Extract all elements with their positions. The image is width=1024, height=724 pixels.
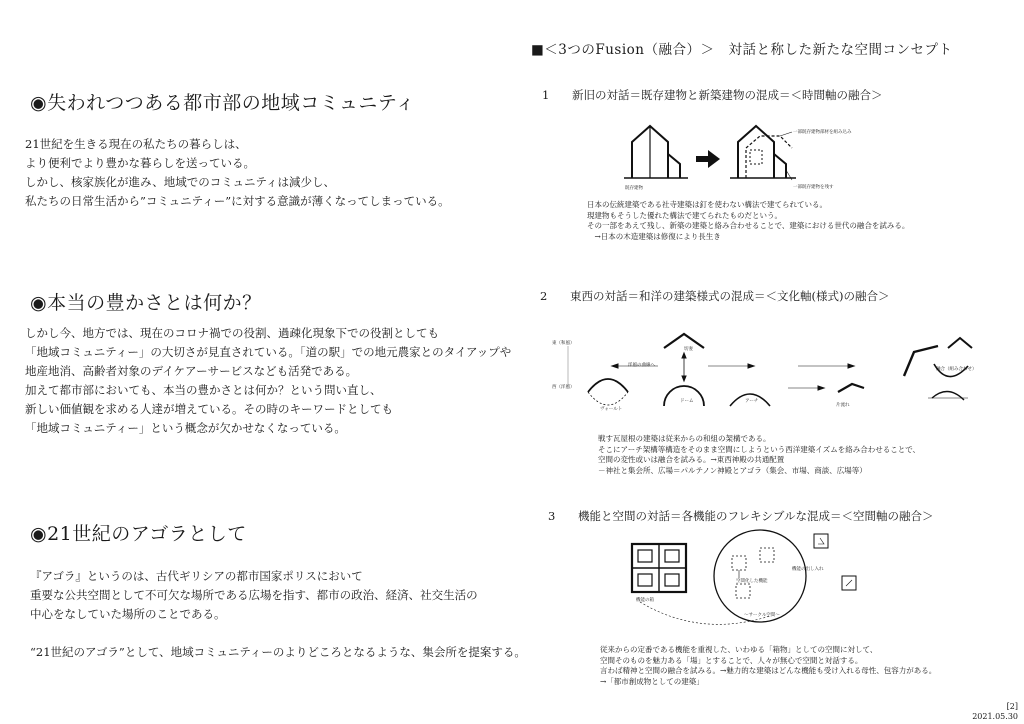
section-title-text: 東西の対話＝和洋の建築様式の混成＝＜文化軸(様式)の融合＞ (570, 289, 890, 303)
page-number: [2] (1006, 702, 1018, 711)
text-line: しかし、核家族化が進み、地域でのコミュニティは減少し、 (25, 175, 336, 189)
section-2-caption (598, 434, 920, 476)
caption-line: そこにアーチ架構等構造をそのまま空間にしようという西洋建築イズムを絡み合わせることで、 (598, 444, 921, 454)
heading-true-richness: ◉本当の豊かさとは何か？ (30, 292, 262, 314)
caption-line: 現建物もそうした優れた構法で建てられたものだという。 (587, 210, 782, 220)
label-new-members: 一部既存建物部材を組み込み (793, 130, 852, 135)
label-slant: 片流れ (836, 403, 850, 408)
text-line: 「地域コミュニティー」の大切さが見直されている。「道の駅」での地元農家とのタイアップや (25, 345, 512, 359)
section-1-title (542, 87, 883, 103)
text-line: しかし今、地方では、現在のコロナ禍での役割、過疎化現象下での役割としても (25, 326, 439, 340)
fusion-building-icon (730, 126, 796, 180)
section-title-text: 新旧の対話＝既存建物と新築建物の混成＝＜時間軸の融合＞ (572, 88, 883, 102)
label-existing: 既存建物 (625, 186, 643, 191)
text-line: 『アゴラ』というのは、古代ギリシアの都市国家ポリスにおいて (30, 569, 363, 583)
text-line: 「地域コミュニティー」という概念が欠かせなくなっている。 (25, 421, 346, 435)
heading-agora: ◉21世紀のアゴラとして (30, 523, 247, 545)
existing-building-icon (624, 126, 688, 178)
page-title: ■＜3つのFusion（融合）＞ 対話と称した新たな空間コンセプト (531, 42, 953, 58)
text-line: より便利でより豊かな暮らしを送っている。 (25, 156, 255, 170)
text-line (30, 624, 526, 643)
vault-icon (588, 379, 628, 392)
caption-line: 日本の伝統建築である社寺建築は釘を使わない構法で建てられている。 (587, 200, 827, 209)
circle-space-icon (714, 530, 806, 622)
section-2-title (540, 288, 889, 304)
caption-line: 空間そのものを魅力ある「場」とすることで、人々が無心で空間と対話する。 (600, 655, 863, 665)
label-gable: 切妻 (684, 347, 693, 352)
text-line: 私たちの日常生活から”コミュニティー”に対する意識が薄くなってしまっている。 (25, 194, 450, 208)
page-date: 2021.05.30 (972, 712, 1018, 721)
section-number: 1 (542, 88, 550, 102)
label-keep-part: 一部既存建物を残す (793, 185, 834, 190)
section-number: 3 (548, 509, 556, 523)
caption-line: 空間の変性或いは融合を試みる。→東西神殿の共通配置 (598, 455, 785, 464)
paragraph-lost-community (25, 135, 450, 211)
label-vault: ヴォールト (600, 407, 623, 412)
caption-line: －神社と集会所、広場＝パルテノン神殿とアゴラ（集会、市場、商談、広場等） (598, 465, 867, 475)
label-east: 東（和風） (552, 341, 575, 346)
caption-line: 従来からの定番である機能を重視した、いわゆる「箱物」としての空間に対して、 (600, 645, 878, 654)
caption-line: →日本の木造建築は修復により長生き (587, 231, 721, 241)
section-title-text: 機能と空間の対話＝各機能のフレキシブルな混成＝＜空間軸の融合＞ (578, 509, 934, 523)
section-1-caption (587, 200, 909, 242)
label-function-flex: 機能の出し入れ (792, 567, 824, 572)
text-line: 地産地消、高齢者対象のデイケアーサービスなども活発である。 (25, 364, 358, 378)
heading-lost-community: ◉失われつつある都市部の地域コミュニティ (30, 92, 416, 114)
section-number: 2 (540, 289, 548, 303)
label-fusion: 融合（組み合わせ） (936, 367, 977, 372)
caption-line: その一部をあえて残し、新築の建築と絡み合わせることで、建築における世代の融合を試みる。 (587, 221, 910, 230)
label-western-curve: 洋風の曲線へ (628, 363, 655, 368)
text-line: 重要な公共空間として不可欠な場所である広場を指す、都市の政治、経済、社交生活の (30, 588, 478, 602)
label-circle-space: ～サークル空間～ (744, 613, 780, 618)
text-line: 加えて都市部においても、本当の豊かさとは何か？という問い直し、 (25, 383, 382, 397)
label-arch: アーチ (745, 399, 759, 404)
section-3-caption (600, 645, 936, 687)
text-line: 中心をなしていた場所のことである。 (30, 607, 226, 621)
label-function-box: 機能の箱 (636, 598, 654, 603)
gable-roof-icon (948, 338, 972, 348)
text-line: 新しい価値観を求める人達が増えている。その時のキーワードとしても (25, 402, 393, 416)
section-3-title (548, 508, 933, 524)
caption-line: →「都市創成物としての建築」 (600, 676, 704, 686)
paragraph-true-richness (25, 324, 511, 438)
slant-roof-icon (838, 384, 864, 392)
paragraph-agora (30, 567, 526, 662)
caption-line: 戦す瓦屋根の建築は従来からの和組の架構である。 (598, 434, 771, 443)
text-line: “21世紀のアゴラ”として、地域コミュニティーのよりどころとなるような、集会所を提案する。 (30, 645, 526, 659)
page-footer (972, 702, 1018, 722)
label-west: 西（洋風） (552, 385, 575, 390)
caption-line: 言わば精神と空間の融合を試みる。→魅力的な建築はどんな機能も受け入れる母性、包容力がある。 (600, 666, 937, 675)
label-spatialized-function: 空間化した機能 (736, 579, 768, 584)
label-dome: ドーム (680, 399, 694, 404)
arrow-right-icon (696, 150, 720, 168)
text-line: 21世紀を生きる現在の私たちの暮らしは、 (25, 137, 247, 151)
